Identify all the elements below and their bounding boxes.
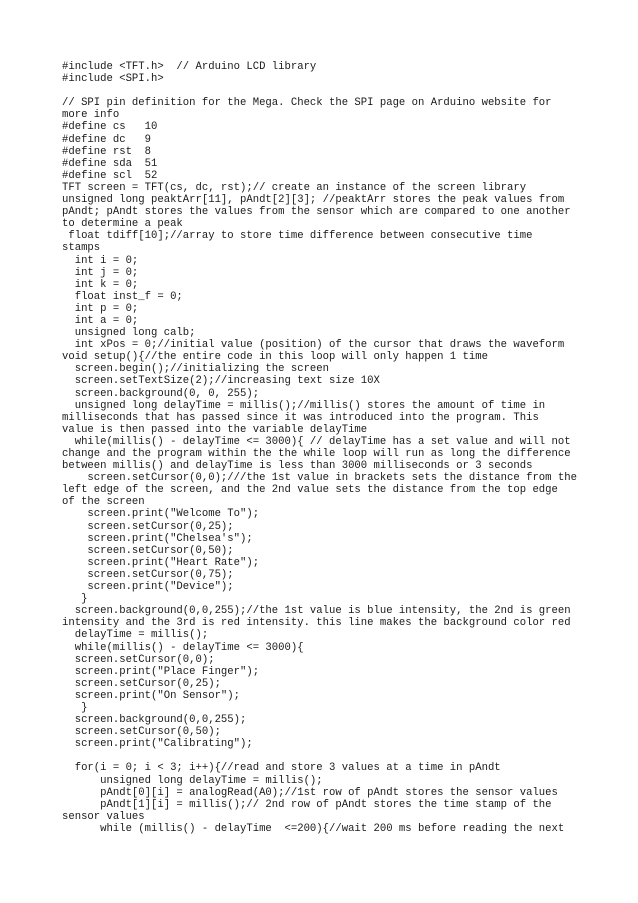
code-line: int i = 0; bbox=[62, 254, 139, 267]
code-line: screen.setCursor(0,50); bbox=[62, 726, 221, 739]
code-line: while(millis() - delayTime <= 3000){ // delayTime has a set value and will not bbox=[62, 435, 571, 448]
code-line: unsigned long delayTime = millis(); bbox=[62, 774, 323, 787]
blank-line bbox=[62, 750, 582, 762]
code-line: between millis() and delayTime is less than 3000 milliseconds or 3 seconds bbox=[62, 460, 533, 473]
code-line: TFT screen = TFT(cs, dc, rst);// create an instance of the screen library bbox=[62, 181, 527, 194]
code-line: screen.setCursor(0,50); bbox=[62, 544, 234, 557]
code-line: int a = 0; bbox=[62, 314, 139, 327]
code-line: screen.setCursor(0,0); bbox=[62, 653, 215, 666]
code-line: unsigned long calb; bbox=[62, 327, 196, 340]
code-line: screen.print("Device"); bbox=[62, 581, 234, 594]
code-line: int k = 0; bbox=[62, 278, 139, 291]
code-line: screen.background(0, 0, 255); bbox=[62, 387, 260, 400]
code-line: screen.setCursor(0,25); bbox=[62, 520, 234, 533]
code-line: #define cs 10 bbox=[62, 121, 158, 134]
code-line: void setup(){//the entire code in this loop will only happen 1 time bbox=[62, 351, 488, 364]
code-line: #include <SPI.h> bbox=[62, 73, 164, 86]
code-line: change and the program within the the while loop will run as long the difference bbox=[62, 448, 571, 460]
code-line: unsigned long delayTime = millis();//millis() stores the amount of time in bbox=[62, 399, 546, 412]
code-line: float inst_f = 0; bbox=[62, 290, 183, 303]
code-line: #define scl 52 bbox=[62, 169, 158, 182]
code-line: float tdiff[10];//array to store time difference between consecutive time bbox=[62, 230, 533, 243]
code-line: screen.print("Welcome To"); bbox=[62, 508, 260, 521]
code-line: screen.setCursor(0,0);///the 1st value in brackets sets the distance from the bbox=[62, 472, 577, 485]
code-line: screen.begin();//initializing the screen bbox=[62, 363, 330, 376]
code-line: screen.print("Chelsea's"); bbox=[62, 532, 253, 545]
code-line: left edge of the screen, and the 2nd value sets the distance from the top edge bbox=[62, 484, 558, 497]
code-line: screen.setTextSize(2);//increasing text size 10X bbox=[62, 375, 380, 388]
code-line: of the screen bbox=[62, 496, 145, 509]
code-line: #include <TFT.h> // Arduino LCD library bbox=[62, 61, 317, 73]
code-listing bbox=[62, 61, 582, 835]
code-line: screen.print("Heart Rate"); bbox=[62, 556, 260, 569]
code-line: int xPos = 0;//initial value (position) of the cursor that draws the waveform bbox=[62, 339, 565, 352]
code-line: } bbox=[62, 701, 88, 714]
code-line: while (millis() - delayTime <=200){//wait 200 ms before reading the next bbox=[62, 822, 565, 835]
code-line: value is then passed into the variable delayTime bbox=[62, 423, 368, 436]
code-line: pAndt; pAndt stores the values from the sensor which are compared to one another bbox=[62, 206, 571, 219]
code-line: while(millis() - delayTime <= 3000){ bbox=[62, 641, 304, 654]
code-line: for(i = 0; i < 3; i++){//read and store 3 values at a time in pAndt bbox=[62, 762, 501, 775]
code-line: delayTime = millis(); bbox=[62, 629, 209, 642]
code-line: intensity and the 3rd is red intensity. this line makes the background color red bbox=[62, 617, 571, 630]
code-line: unsigned long peaktArr[11], pAndt[2][3]; //peaktArr stores the peak values from bbox=[62, 194, 565, 207]
code-line: #define rst 8 bbox=[62, 145, 152, 158]
code-line: to determine a peak bbox=[62, 218, 183, 231]
code-line: stamps bbox=[62, 242, 101, 255]
code-line: // SPI pin definition for the Mega. Check the SPI page on Arduino website for bbox=[62, 97, 552, 110]
code-line: screen.print("Calibrating"); bbox=[62, 738, 253, 751]
code-line: #define dc 9 bbox=[62, 133, 152, 146]
code-line: screen.setCursor(0,25); bbox=[62, 677, 221, 690]
code-line: screen.print("Place Finger"); bbox=[62, 665, 260, 678]
code-line: more info bbox=[62, 109, 120, 122]
blank-line bbox=[62, 85, 582, 97]
code-line: screen.background(0,0,255);//the 1st value is blue intensity, the 2nd is green bbox=[62, 605, 571, 618]
code-line: screen.setCursor(0,75); bbox=[62, 568, 234, 581]
code-line: screen.print("On Sensor"); bbox=[62, 689, 241, 702]
code-line: int p = 0; bbox=[62, 302, 139, 315]
code-line: pAndt[0][i] = analogRead(A0);//1st row of pAndt stores the sensor values bbox=[62, 786, 558, 799]
code-line: #define sda 51 bbox=[62, 157, 158, 170]
code-line: screen.background(0,0,255); bbox=[62, 714, 247, 727]
code-line: } bbox=[62, 593, 88, 606]
code-line: milliseconds that has passed since it was introduced into the program. This bbox=[62, 411, 539, 424]
code-line: int j = 0; bbox=[62, 266, 139, 279]
code-line: sensor values bbox=[62, 810, 145, 823]
code-line: pAndt[1][i] = millis();// 2nd row of pAndt stores the time stamp of the bbox=[62, 798, 552, 811]
